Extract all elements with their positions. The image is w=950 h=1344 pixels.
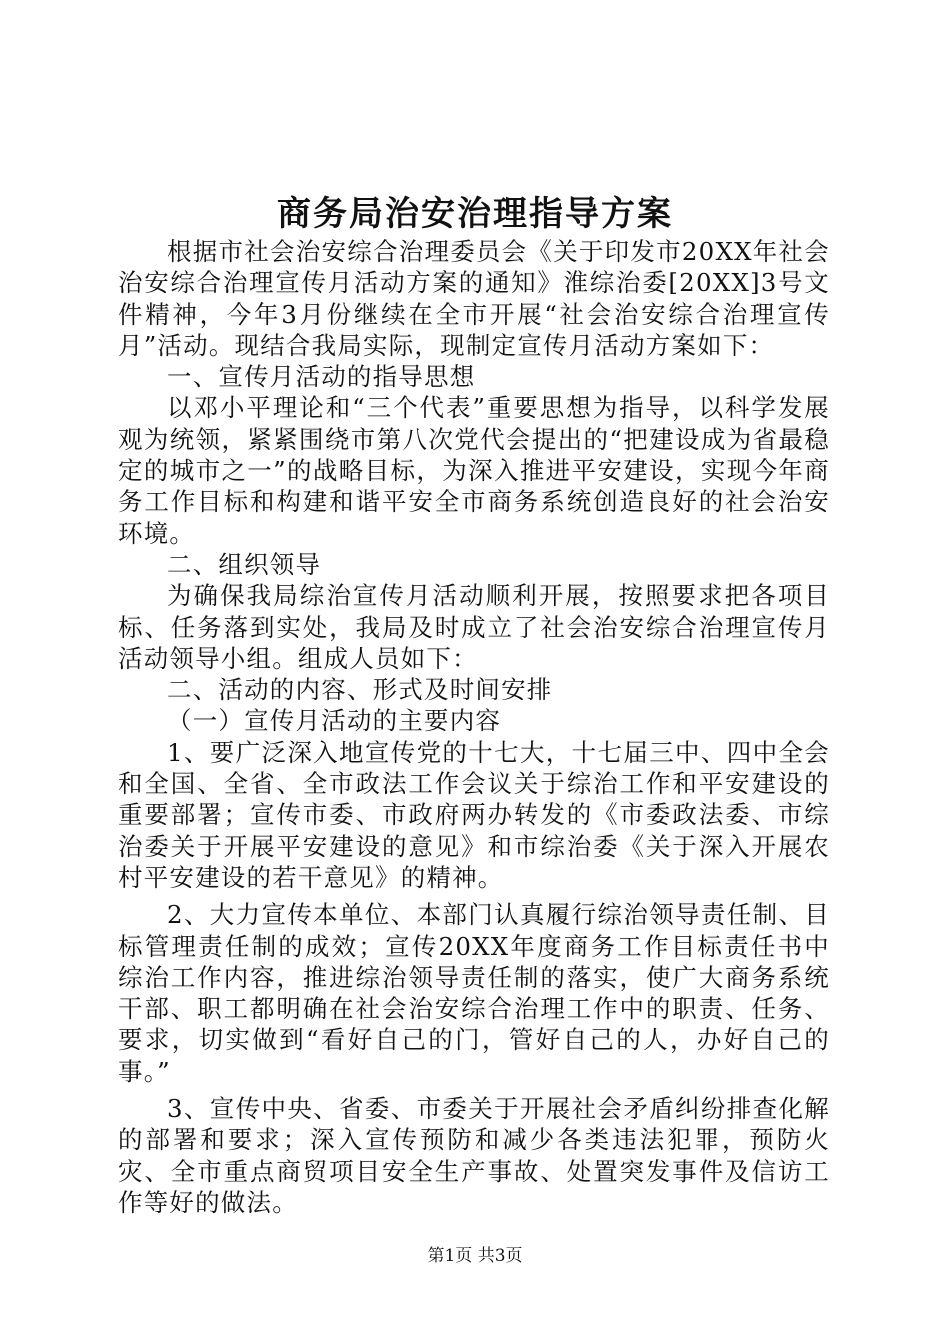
subheading-main-content: （一）宣传月活动的主要内容 (167, 706, 502, 736)
page-footer: 第1页 共3页 (427, 1246, 523, 1266)
heading-activity-content: 二、活动的内容、形式及时间安排 (167, 675, 553, 705)
paragraph-guiding-thought: 以邓小平理论和“三个代表”重要思想为指导，以科学发展观为统领，紧紧围绕市第八次党代会提出的“把建设成为省最稳定的城市之一”的战略目标，为深入推进平安建设，实现今年商务工作目标和构建和谐平安全市商务系统创造良好的社会治安环境。 (118, 393, 830, 548)
heading-organization: 二、组织领导 (167, 549, 322, 579)
document-title: 商务局治安治理指导方案 (277, 194, 673, 234)
document-body (118, 236, 830, 1218)
paragraph-item-1: 1、要广泛深入地宣传党的十七大，十七届三中、四中全会和全国、全省、全市政法工作会议关于综治工作和平安建设的重要部署；宣传市委、市政府两办转发的《市委政法委、市综治委关于开展平安建设的意见》和市综治委《关于深入开展农村平安建设的若干意见》的精神。 (118, 737, 830, 892)
paragraph-item-3: 3、宣传中央、省委、市委关于开展社会矛盾纠纷排查化解的部署和要求；深入宣传预防和减少各类违法犯罪，预防火灾、全市重点商贸项目安全生产事故、处置突发事件及信访工作等好的做法。 (118, 1094, 830, 1217)
paragraph-item-2: 2、大力宣传本单位、本部门认真履行综治领导责任制、目标管理责任制的成效；宣传20XX年度商务工作目标责任书中综治工作内容，推进综治领导责任制的落实，使广大商务系统干部、职工都明确在社会治安综合治理工作中的职责、任务、要求，切实做到“看好自己的门，管好自己的人，办好自己的事。” (118, 900, 830, 1086)
paragraph-intro: 根据市社会治安综合治理委员会《关于印发市20XX年社会治安综合治理宣传月活动方案的通知》淮综治委[20XX]3号文件精神，今年3月份继续在全市开展“社会治安综合治理宣传月”活动。现结合我局实际，现制定宣传月活动方案如下： (118, 237, 830, 360)
heading-guiding-thought: 一、宣传月活动的指导思想 (167, 362, 476, 392)
paragraph-organization: 为确保我局综治宣传月活动顺利开展，按照要求把各项目标、任务落到实处，我局及时成立了社会治安综合治理宣传月活动领导小组。组成人员如下： (118, 581, 830, 673)
